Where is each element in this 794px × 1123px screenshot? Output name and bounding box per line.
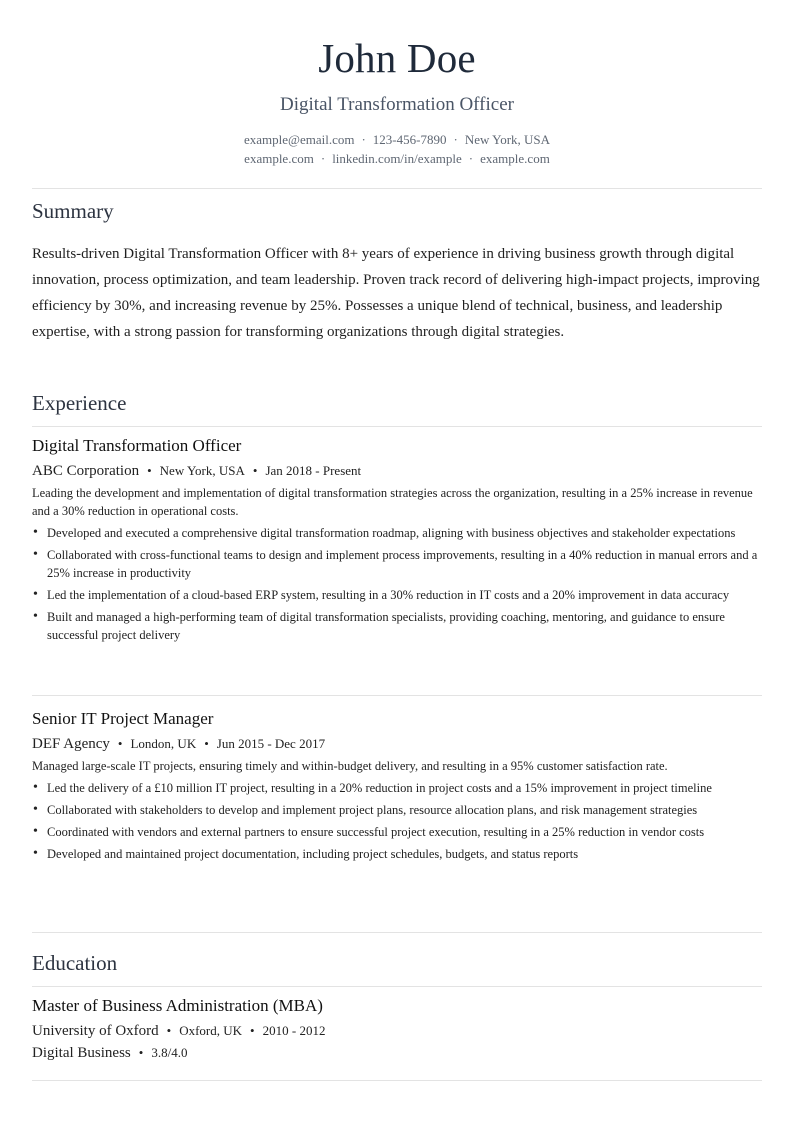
job-location: London, UK xyxy=(130,736,197,751)
list-item: • Coordinated with vendors and external partners to ensure successful project execution, resulting in a 25% reduction in vendor costs xyxy=(32,823,762,841)
experience-entry xyxy=(32,708,762,867)
experience-heading: Experience xyxy=(32,391,127,415)
school-location: Oxford, UK xyxy=(179,1023,243,1038)
education-divider xyxy=(32,986,762,987)
company-name: DEF Agency xyxy=(32,736,110,752)
candidate-title: Digital Transformation Officer xyxy=(280,94,514,115)
summary-text: Results-driven Digital Transformation Officer with 8+ years of experience in driving business growth through digital innovation, process optimization, and team leadership. Proven track record of delivering high-impact projects, improving efficiency by 30%, and increasing revenue by 25%. Possesses a unique blend of technical, business, and leadership expertise, with a strong passion for transforming organizations through digital strategies. xyxy=(32,246,760,340)
website-link[interactable]: example.com xyxy=(244,151,314,166)
resume-header xyxy=(0,0,794,168)
school-name: University of Oxford xyxy=(32,1023,159,1039)
company-name: ABC Corporation xyxy=(32,463,140,479)
education-heading: Education xyxy=(32,951,118,975)
job-location: New York, USA xyxy=(159,463,245,478)
list-item: • Built and managed a high-performing team of digital transformation specialists, providing coaching, mentoring, and guidance to ensure successful project delivery xyxy=(32,608,762,644)
header-divider xyxy=(32,188,762,189)
list-item: • Developed and maintained project documentation, including project schedules, budgets, and status reports xyxy=(32,845,762,863)
gpa: 3.8/4.0 xyxy=(151,1045,188,1060)
contact-line-1: example@email.com · 123-456-7890 · New York, USA xyxy=(243,132,551,147)
degree-title: Master of Business Administration (MBA) xyxy=(32,996,323,1015)
contact-line-2: example.com · linkedin.com/in/example · example.com xyxy=(244,151,550,166)
job-title: Digital Transformation Officer xyxy=(32,436,242,455)
job-divider xyxy=(32,695,762,696)
education-meta: University of Oxford • Oxford, UK • 2010 - 2012 xyxy=(32,1023,326,1039)
field-of-study: Digital Business xyxy=(32,1045,131,1061)
linkedin-link[interactable]: linkedin.com/in/example xyxy=(332,151,462,166)
summary-heading: Summary xyxy=(32,199,114,223)
email-link[interactable]: example@email.com xyxy=(243,132,355,147)
job-meta: ABC Corporation • New York, USA • Jan 2018 - Present xyxy=(32,463,362,479)
list-item: • Led the implementation of a cloud-based ERP system, resulting in a 30% reduction in IT costs and a 20% improvement in data accuracy xyxy=(32,586,762,604)
education-field-meta: Digital Business • 3.8/4.0 xyxy=(32,1045,188,1061)
education-end-divider xyxy=(32,1080,762,1081)
experience-end-divider xyxy=(32,932,762,933)
job-dates: Jun 2015 - Dec 2017 xyxy=(216,736,326,751)
list-item: • Led the delivery of a £10 million IT project, resulting in a 20% reduction in project costs and a 15% improvement in project timeline xyxy=(32,779,762,797)
education-dates: 2010 - 2012 xyxy=(262,1023,326,1038)
list-item: • Collaborated with cross-functional teams to design and implement process improvements, resulting in a 40% reduction in manual errors and a 25% increase in productivity xyxy=(32,546,762,582)
education-entry xyxy=(32,995,762,1062)
location: New York, USA xyxy=(464,132,551,147)
job-bullets xyxy=(32,779,762,863)
job-description: Leading the development and implementation of digital transformation strategies across the organization, resulting in a 25% increase in revenue and a 30% reduction in operational costs. xyxy=(32,486,753,518)
portfolio-link[interactable]: example.com xyxy=(480,151,550,166)
candidate-name: John Doe xyxy=(318,35,476,81)
job-description: Managed large-scale IT projects, ensuring timely and within-budget delivery, and resulting in a 95% customer satisfaction rate. xyxy=(32,759,668,773)
experience-divider xyxy=(32,426,762,427)
list-item: • Developed and executed a comprehensive digital transformation roadmap, aligning with business objectives and stakeholder expectations xyxy=(32,524,762,542)
job-meta: DEF Agency • London, UK • Jun 2015 - Dec 2017 xyxy=(32,736,326,752)
job-dates: Jan 2018 - Present xyxy=(265,463,362,478)
list-item: • Collaborated with stakeholders to develop and implement project plans, resource allocation plans, and risk management strategies xyxy=(32,801,762,819)
experience-entry xyxy=(32,435,762,648)
phone-number: 123-456-7890 xyxy=(372,132,447,147)
job-title: Senior IT Project Manager xyxy=(32,709,214,728)
contact-info xyxy=(0,130,794,168)
job-bullets xyxy=(32,524,762,644)
